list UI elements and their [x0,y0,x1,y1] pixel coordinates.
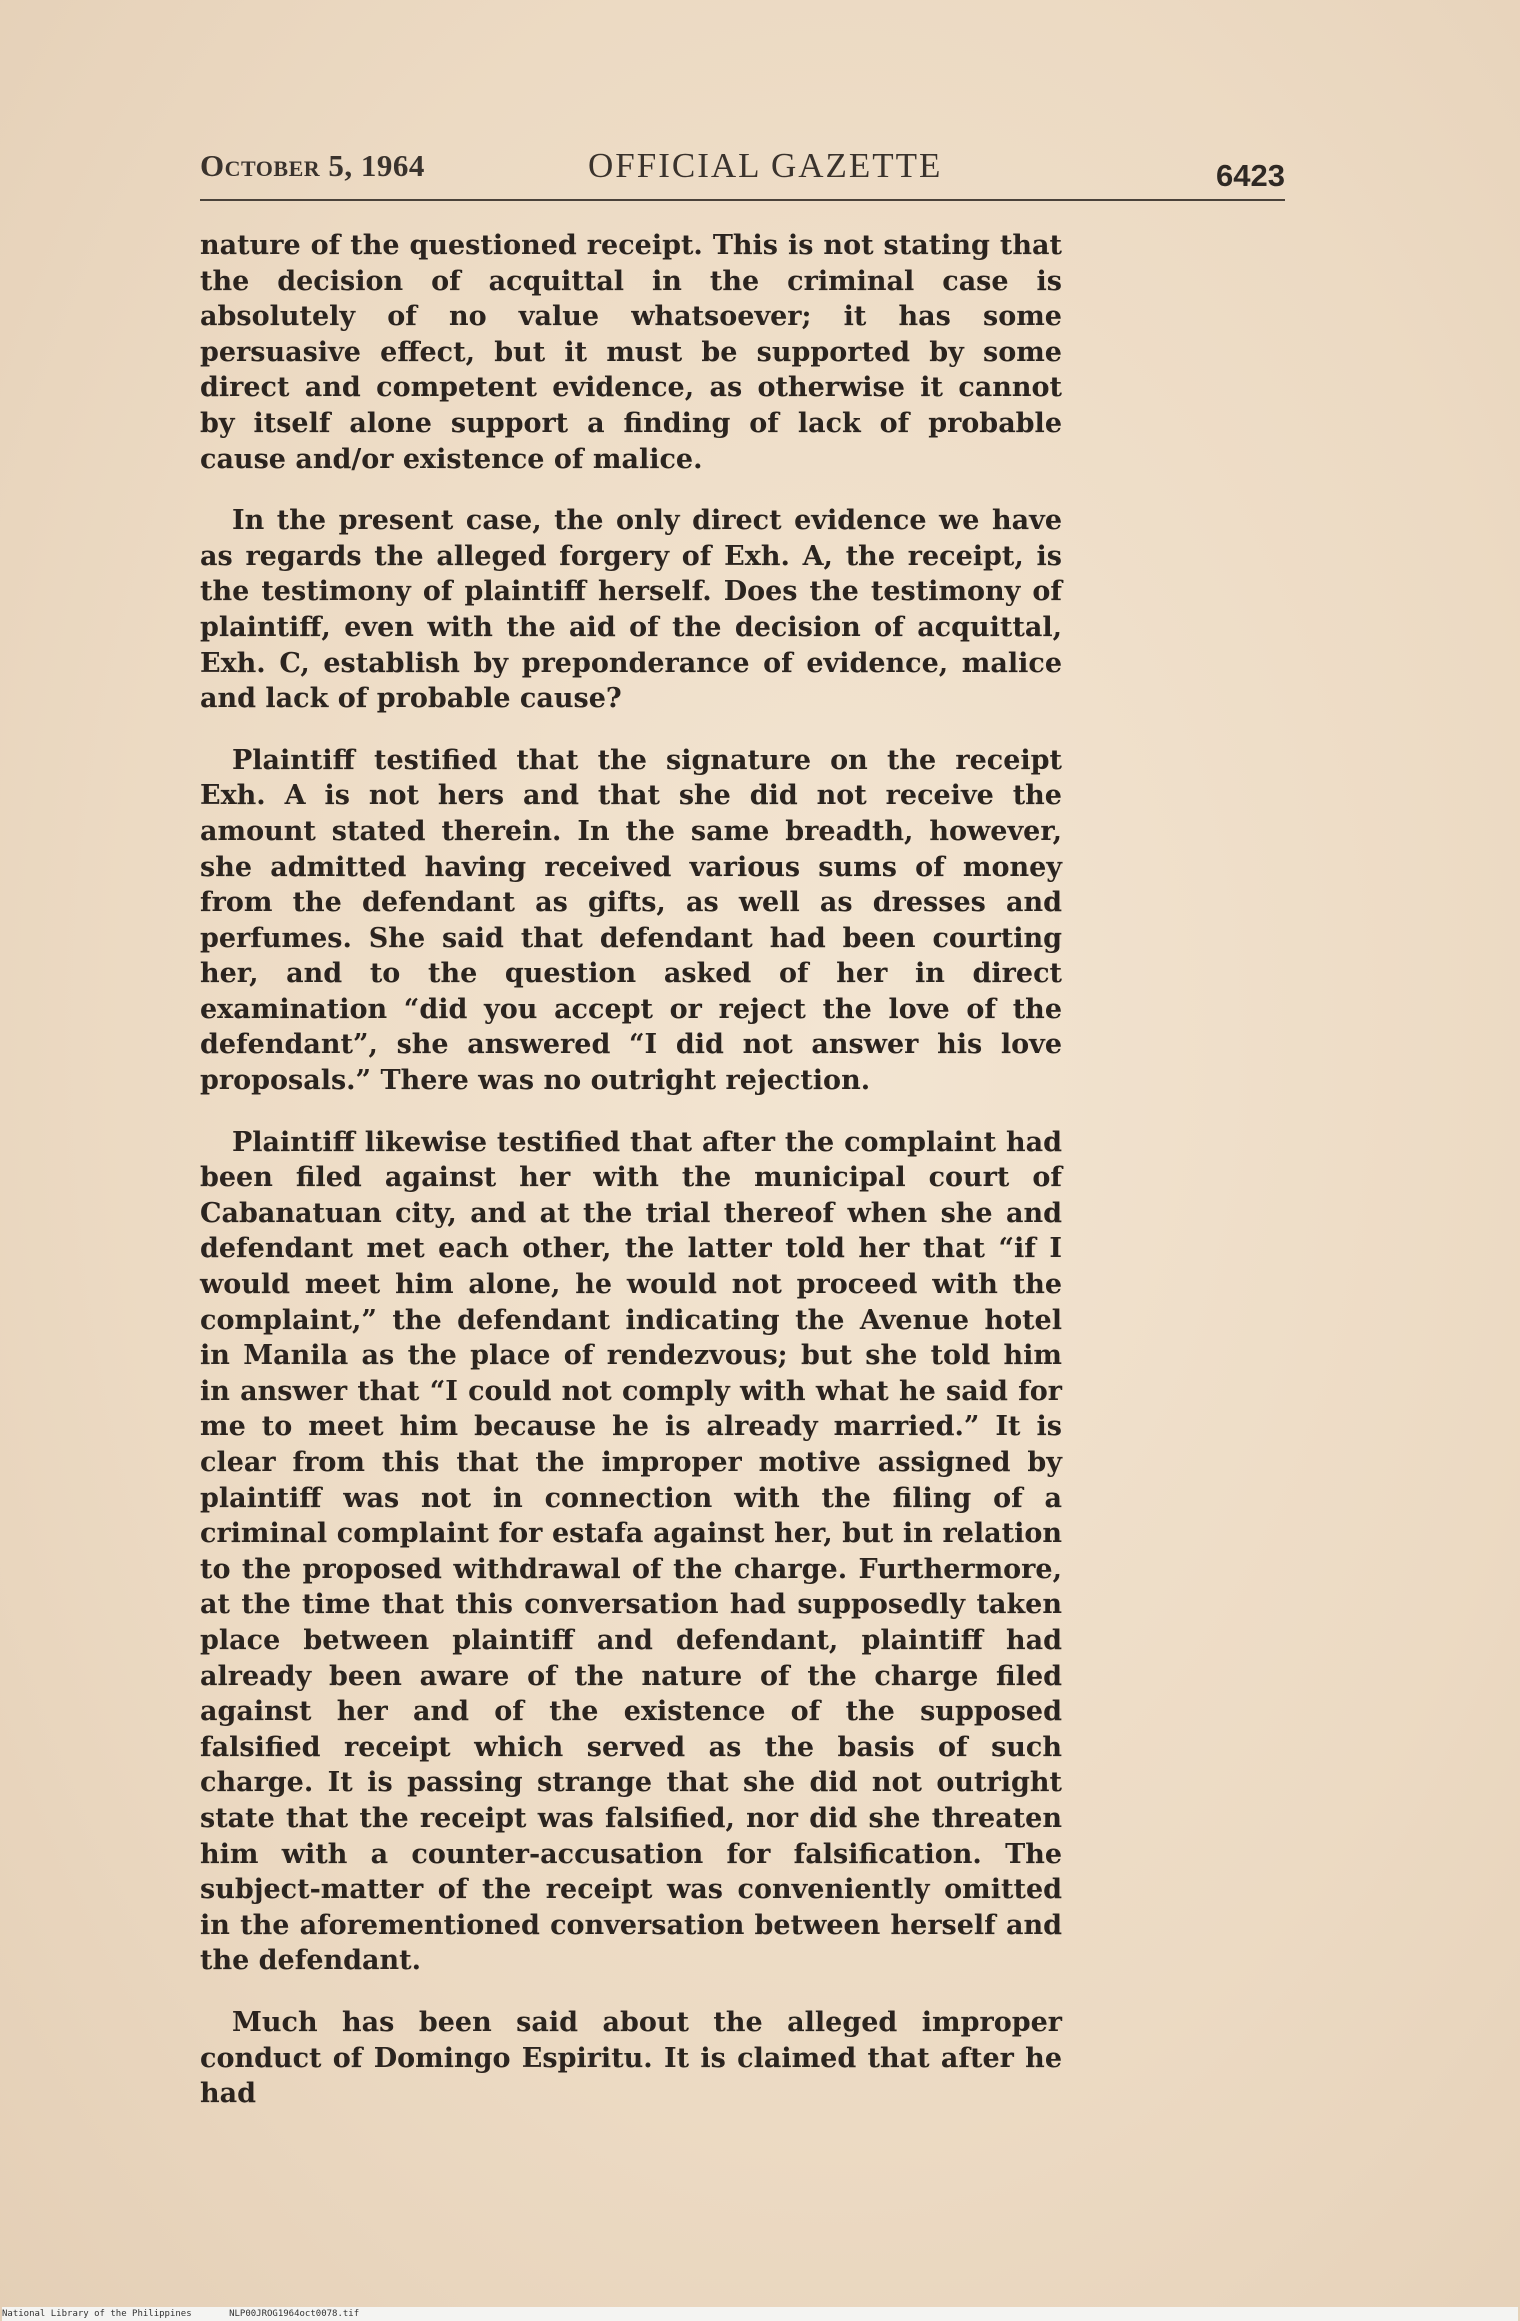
header-date: October 5, 1964 [200,148,425,183]
paragraph: In the present case, the only direct evidence we have as regards the alleged forgery of Exh. A, the receipt, is the testimony of plaintiff herself. Does the testimony of plaintiff, even with the aid of the decision of acquittal, Exh. C, establish by preponderance of evidence, malice and lack of probable cause? [200,505,1062,715]
page-number: 6423 [1216,158,1285,193]
paragraph: Plaintiff likewise testified that after the complaint had been filed against her with the municipal court of Cabanatuan city, and at the trial thereof when she and defendant met each other, the latter told her that “if I would meet him alone, he would not proceed with the complaint,” the defendant indicating the Avenue hotel in Manila as the place of rendezvous; but she told him in answer that “I could not comply with what he said for me to meet him because he is already married.” It is clear from this that the improper motive assigned by plaintiff was not in connection with the filing of a criminal complaint for estafa against her, but in relation to the proposed withdrawal of the charge. Furthermore, at the time that this conversation had supposedly taken place between plaintiff and defendant, plaintiff had already been aware of the nature of the charge filed against her and of the existence of the supposed falsified receipt which served as the basis of such charge. It is passing strange that she did not outright state that the receipt was falsified, nor did she threaten him with a counter-accusation for falsification. The subject-matter of the receipt was conveniently omitted in the aforementioned conversation between herself and the defendant. [200,1126,1062,1977]
paragraph: nature of the questioned receipt. This is not stating that the decision of acquittal in the criminal case is absolutely of no value whatsoever; it has some persuasive effect, but it must be supported by some direct and competent evidence, as otherwise it cannot by itself alone support a finding of lack of probable cause and/or existence of malice. [200,230,1062,475]
paragraph: Much has been said about the alleged improper conduct of Domingo Espiritu. It is claimed that after he had [200,2006,1062,2110]
footer-filename: NLP00JROG1964oct0078.tif [229,2309,360,2319]
paragraph: Plaintiff testified that the signature on the receipt Exh. A is not hers and that she did not receive the amount stated therein. In the same breadth, however, she admitted having received various sums of money from the defendant as gifts, as well as dresses and perfumes. She said that defendant had been courting her, and to the question asked of her in direct examination “did you accept or reject the love of the defendant”, she answered “I did not answer his love proposals.” There was no outright rejection. [200,744,1062,1097]
footer-library: National Library of the Philippines [2,2309,192,2319]
scan-footer [2,2307,1518,2321]
header-title: OFFICIAL GAZETTE [588,146,943,185]
body-text [200,228,1062,2138]
header-rule [200,199,1285,201]
page-header [200,142,1285,192]
